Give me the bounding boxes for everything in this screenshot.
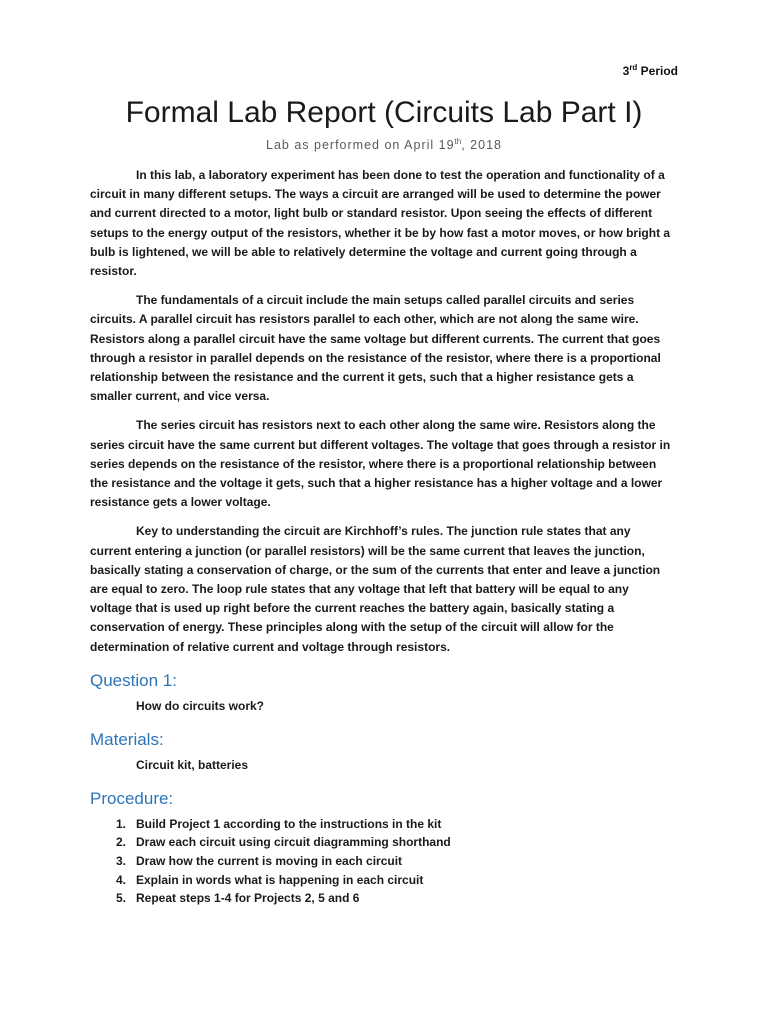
step-number: 4.: [116, 872, 127, 887]
report-subtitle: [0, 137, 768, 152]
step-number: 1.: [116, 816, 127, 831]
question-text: How do circuits work?: [136, 698, 265, 713]
kirchhoff-paragraph: Key to understanding the circuit are Kirchhoff’s rules. The junction rule states that any current entering a junction (or parallel resistors) will be the same current that leaves the junction, basically stating a conservation of charge, or the sum of the currents that enter and leave a junction are equal to zero. The loop rule states that any voltage that left that battery will be equal to any voltage that is used up right before the current reaches the battery again, basically stating a conservation of energy. These principles along with the setup of the circuit will allow for the determination of relative current and voltage through resistors.: [90, 524, 661, 654]
subtitle-date-suffix: th: [454, 137, 462, 146]
procedure-step: [90, 815, 674, 834]
step-text: Repeat steps 1-4 for Projects 2, 5 and 6: [136, 891, 360, 906]
intro-paragraph: In this lab, a laboratory experiment has been done to test the operation and functionality of a circuit in many different setups. The ways a circuit are arranged will be used to determine the power and current directed to a motor, light bulb or standard resistor. Upon seeing the effects of different setups to the energy output of the resistors, whether it be by how fast a motor moves, or how bright a bulb is lightened, we will be able to relatively determine the voltage and current going through a resistor.: [90, 168, 671, 279]
subtitle-date: Lab as performed on April 19: [266, 138, 455, 153]
materials-text: Circuit kit, batteries: [136, 757, 249, 772]
period-suffix: rd: [629, 63, 638, 72]
procedure-step: [90, 889, 674, 908]
report-title: Formal Lab Report (Circuits Lab Part I): [125, 96, 643, 129]
procedure-list: [90, 815, 674, 908]
procedure-step: [90, 833, 674, 852]
series-circuit-paragraph: The series circuit has resistors next to each other along the same wire. Resistors along the series circuit have the same current but different voltages. The voltage that goes through a resistor in series depends on the resistance of the resistor, where there is a proportional relationship between the resistance and the voltage it gets, such that a higher resistance has a higher voltage and a lower resistance gets a lower voltage.: [90, 418, 671, 510]
class-period: [623, 63, 678, 78]
procedure-step: [90, 871, 674, 890]
step-text: Build Project 1 according to the instructions in the kit: [136, 816, 442, 831]
question-heading: Question 1:: [90, 670, 177, 690]
step-number: 3.: [116, 854, 127, 869]
report-body: [90, 166, 674, 908]
period-number: 3: [622, 64, 630, 78]
step-number: 2.: [116, 835, 127, 850]
step-text: Explain in words what is happening in each circuit: [136, 872, 424, 887]
procedure-step: [90, 852, 674, 871]
period-word: Period: [640, 64, 678, 78]
step-text: Draw how the current is moving in each circuit: [136, 854, 403, 869]
procedure-heading: Procedure:: [90, 788, 174, 808]
materials-heading: Materials:: [90, 729, 164, 749]
subtitle-year: , 2018: [461, 138, 502, 153]
step-number: 5.: [116, 891, 127, 906]
parallel-circuit-paragraph: The fundamentals of a circuit include the main setups called parallel circuits and series circuits. A parallel circuit has resistors parallel to each other, which are not along the same wire. Resistors along a parallel circuit have the same voltage but different currents. The current that goes through a resistor in parallel depends on the resistance of the resistor, where there is a proportional relationship between the resistance and the current it gets, such that a higher resistance gets a smaller current, and vice versa.: [90, 293, 661, 404]
step-text: Draw each circuit using circuit diagramming shorthand: [136, 835, 451, 850]
